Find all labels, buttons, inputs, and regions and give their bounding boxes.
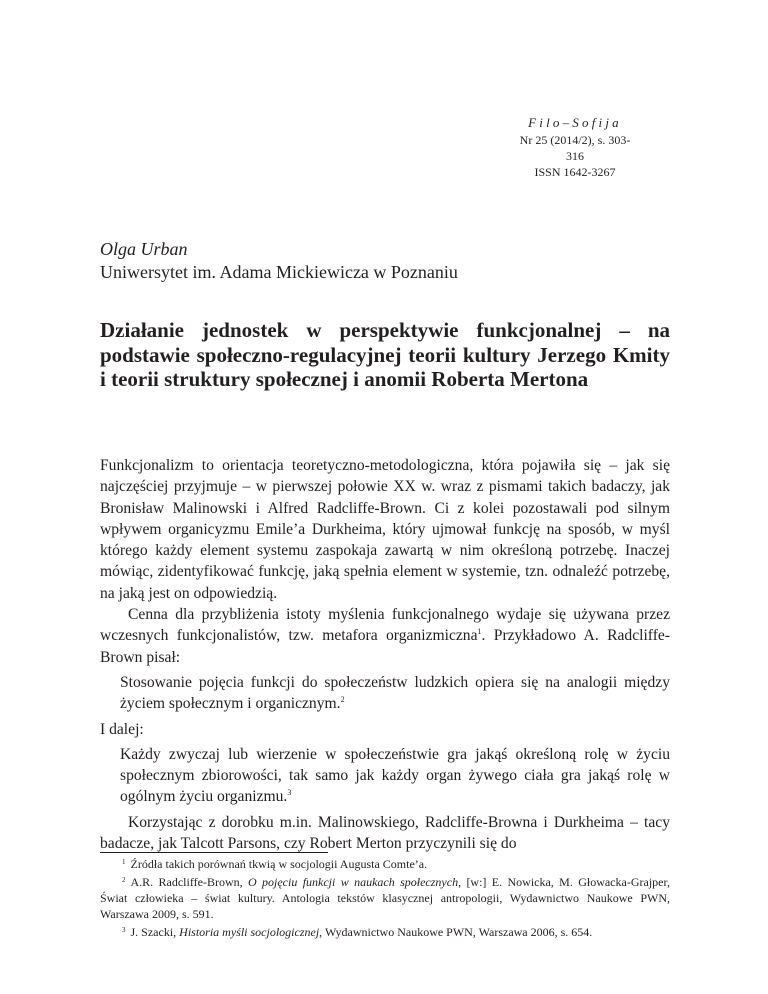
block-quote-2 <box>120 744 670 808</box>
journal-header <box>515 114 635 180</box>
author-affiliation: Uniwersytet im. Adama Mickiewicza w Poznaniu <box>100 262 458 282</box>
journal-title: Filo–Sofija <box>528 115 622 130</box>
footnote-2-post: , [w:] E. Nowicka, M. Głowacka-Grajper, Świat człowieka – świat kultury. Antologia tekstów klasycznej antropologii, Wydawnictwo Naukowe PWN, Warszawa 2009, s. 591. <box>100 875 670 921</box>
journal-issn: ISSN 1642-3267 <box>534 165 616 179</box>
paragraph-2 <box>100 604 670 668</box>
footnote-3 <box>100 924 670 940</box>
footnote-1 <box>100 856 670 872</box>
footnote-1-number: 1 <box>122 858 126 866</box>
quote-1-text: Stosowanie pojęcia funkcji do społeczeństw ludzkich opiera się na analogii między życiem społecznym i organicznym. <box>120 673 670 713</box>
article-title: Działanie jednostek w perspektywie funkcjonalnej – na podstawie społeczno-regulacyjnej teorii kultury Jerzego Kmity i teorii struktury społecznej i anomii Roberta Mertona <box>100 318 670 391</box>
article-body <box>100 455 670 854</box>
footnote-3-number: 3 <box>122 926 126 934</box>
paragraph-2-text-b: . Przykładowo A. Radcliffe-Brown pisał: <box>100 627 670 666</box>
footnote-ref-3: 3 <box>287 788 292 798</box>
author-name: Olga Urban <box>100 239 188 259</box>
quote-2-text: Każdy zwyczaj lub wierzenie w społeczeństwie gra jakąś określoną rolę w życiu społecznym zbiorowości, tak samo jak każdy organ żywego ciała gra jakąś rolę w ogólnym życiu organizmu. <box>120 745 670 806</box>
footnote-ref-1: 1 <box>477 627 482 637</box>
footnote-3-italic: Historia myśli socjologicznej <box>179 925 320 939</box>
footnote-1-text: Źródła takich porównań tkwią w socjologii Augusta Comte’a. <box>130 857 428 871</box>
footnote-2-number: 2 <box>122 876 126 884</box>
paragraph-2-text-a: Cenna dla przybliżenia istoty myślenia funkcjonalnego wydaje się używana przez wczesnych funkcjonalistów, tzw. metafora organizmiczna <box>100 606 670 645</box>
i-dalej: I dalej: <box>100 720 144 738</box>
paragraph-1: Funkcjonalizm to orientacja teoretyczno-metodologiczna, która pojawiła się – jak się najczęściej przyjmuje – w pierwszej połowie XX w. wraz z pismami takich badaczy, jak Bronisław Malinowski i Alfred Radcliffe-Brown. Ci z kolei pozostawali pod silnym wpływem organicyzmu Emile’a Durkheima, który ujmował funkcję na sposób, w myśl którego każdy element systemu zaspokaja zawartą w nim określoną potrzebę. Inaczej mówiąc, zidentyfikować funkcję, jaką spełnia element w systemie, tzn. odnaleźć potrzebę, na jaką jest on odpowiedzią. <box>100 457 670 602</box>
footnote-3-pre: J. Szacki, <box>130 925 180 939</box>
paragraph-3: Korzystając z dorobku m.in. Malinowskiego, Radcliffe-Browna i Durkheima – tacy badacze, jak Talcott Parsons, czy Robert Merton przyczynili się do <box>100 813 670 853</box>
footnote-divider <box>100 852 328 853</box>
footnotes <box>100 856 670 942</box>
footnote-2 <box>100 874 670 922</box>
footnote-2-pre: A.R. Radcliffe-Brown, <box>130 875 248 889</box>
footnote-2-italic: O pojęciu funkcji w naukach społecznych <box>247 875 459 889</box>
footnote-ref-2: 2 <box>340 695 345 705</box>
block-quote-1 <box>120 672 670 715</box>
footnote-3-post: , Wydawnictwo Naukowe PWN, Warszawa 2006, s. 654. <box>319 925 593 939</box>
journal-issue: Nr 25 (2014/2), s. 303-316 <box>519 133 631 163</box>
